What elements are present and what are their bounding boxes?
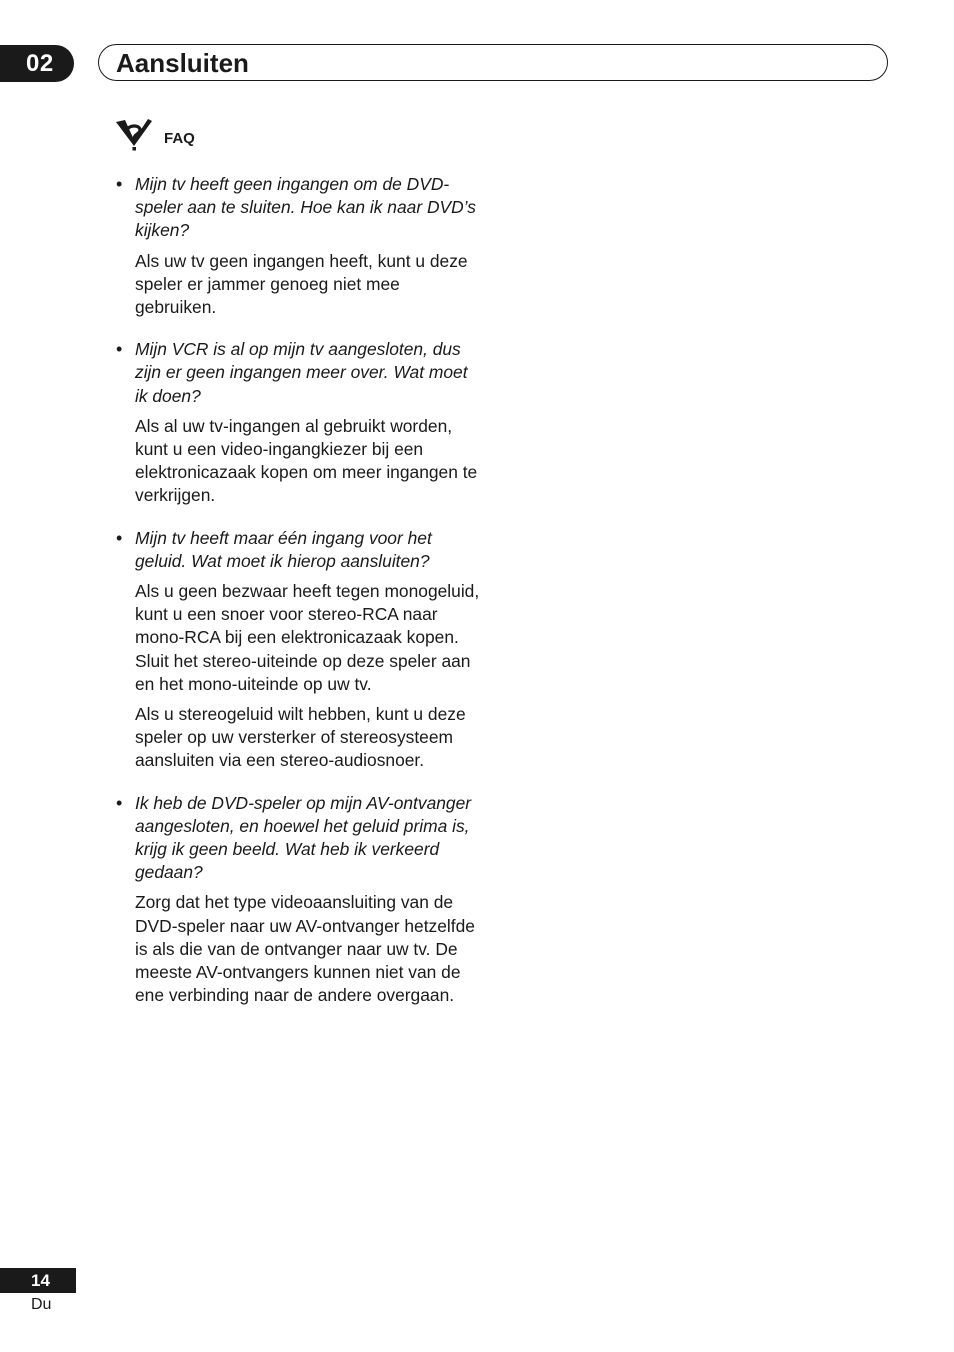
page-title: Aansluiten (116, 48, 249, 78)
chapter-number-badge: 02 (0, 45, 74, 82)
question-mark-icon (114, 116, 154, 154)
faq-answer: Zorg dat het type videoaansluiting van de DVD-speler naar uw AV-ontvanger hetzelfde is als die van de ontvanger naar uw tv. De meeste AV-ontvangers kunnen niet van de ene verbinding naar de andere overgaan. (135, 892, 475, 1006)
page-number: 14 (0, 1268, 76, 1293)
bullet-icon: • (116, 792, 123, 813)
chapter-title-bar (98, 44, 888, 81)
faq-item (116, 173, 480, 319)
faq-answer: Als u geen bezwaar heeft tegen monogeluid, kunt u een snoer voor stereo-RCA naar mono-RCA bij een elektronicazaak kopen. Sluit het stereo-uiteinde op deze speler aan en het mono-uiteinde op uw tv. (135, 581, 480, 694)
faq-heading: FAQ (164, 130, 195, 147)
page-language: Du (31, 1296, 52, 1313)
faq-answer: Als uw tv geen ingangen heeft, kunt u deze speler er jammer genoeg niet mee gebruiken. (135, 250, 468, 318)
bullet-icon: • (116, 339, 123, 360)
faq-answer: Als u stereogeluid wilt hebben, kunt u deze speler op uw versterker of stereosysteem aansluiten via een stereo-audiosnoer. (135, 704, 466, 771)
bullet-icon: • (116, 527, 123, 548)
faq-item (116, 338, 480, 507)
faq-list (116, 173, 480, 1027)
faq-answer: Als al uw tv-ingangen al gebruikt worden, kunt u een video-ingangkiezer bij een elektronicazaak kopen om meer ingangen te verkrijgen. (135, 415, 478, 506)
faq-question: Mijn tv heeft maar één ingang voor het geluid. Wat moet ik hierop aansluiten? (135, 527, 432, 571)
faq-item (116, 792, 480, 1008)
bullet-icon: • (116, 174, 123, 194)
faq-item (116, 527, 480, 773)
faq-question: Mijn tv heeft geen ingangen om de DVD-speler aan te sluiten. Hoe kan ik naar DVD’s kijken? (135, 174, 476, 241)
faq-question: Mijn VCR is al op mijn tv aangesloten, dus zijn er geen ingangen meer over. Wat moet ik doen? (135, 339, 468, 406)
faq-question: Ik heb de DVD-speler op mijn AV-ontvanger aangesloten, en hoewel het geluid prima is, krijg ik geen beeld. Wat heb ik verkeerd gedaan? (135, 792, 472, 883)
